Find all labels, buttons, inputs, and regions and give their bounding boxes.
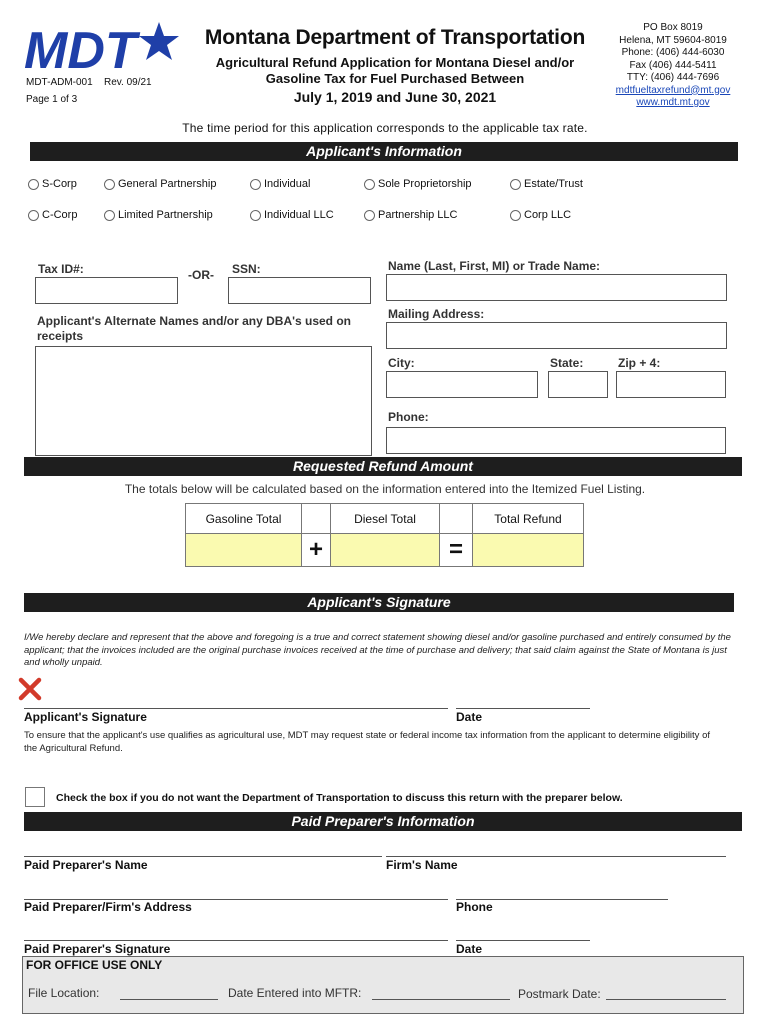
radio-circle-icon (510, 210, 521, 221)
income-tax-note: To ensure that the applicant's use qualifies as agricultural use, MDT may request state or federal income tax information from the applicant to determine eligibility of the Agricultural Refund. (24, 730, 710, 754)
no-discuss-label: Check the box if you do not want the Department of Transportation to discuss this return with the preparer below. (56, 792, 623, 804)
contact-fax: Fax (406) 444-5411 (629, 59, 717, 71)
tax-id-input[interactable] (35, 277, 178, 304)
radio-circle-icon (250, 179, 261, 190)
declaration-text: I/We hereby declare and represent that the above and foregoing is a true and correct statement showing diesel and/or gasoline purchased and entirely consumed by the applicant; that the invoices included are the original purchase invoices received at the time of purchase and delivery; that said claim against the State of Montana is just and wholly unpaid. (24, 632, 731, 668)
diesel-total-header: Diesel Total (331, 504, 440, 534)
mftr-date-line[interactable] (372, 999, 510, 1000)
radio-circle-icon (364, 210, 375, 221)
plus-icon: + (302, 534, 331, 567)
email-link[interactable]: mdtfueltaxrefund@mt.gov (615, 84, 731, 96)
radio-circle-icon (104, 210, 115, 221)
refund-note: The totals below will be calculated based on the information entered into the Itemized Fuel Listing. (124, 482, 646, 496)
alt-names-label: Applicant's Alternate Names and/or any DBA's used on receipts (37, 314, 351, 343)
signature-x-icon (18, 677, 42, 706)
firm-name-line[interactable] (386, 856, 726, 857)
date-range: July 1, 2019 and June 30, 2021 (293, 89, 497, 105)
mdt-logo (24, 20, 184, 76)
preparer-date-line[interactable] (456, 940, 590, 941)
preparer-header: Paid Preparer's Information (24, 812, 742, 831)
postmark-date-label: Postmark Date: (518, 987, 601, 1001)
name-input[interactable] (386, 274, 727, 301)
no-discuss-checkbox[interactable] (25, 787, 45, 807)
logo-text: MDT (24, 22, 137, 76)
contact-tty: TTY: (406) 444-7696 (626, 72, 720, 83)
refund-totals-table (185, 503, 584, 567)
applicant-signature-line[interactable] (24, 708, 448, 709)
page-number: Page 1 of 3 (26, 94, 78, 105)
mftr-date-label: Date Entered into MFTR: (228, 986, 362, 1000)
radio-circle-icon (104, 179, 115, 190)
preparer-name-label: Paid Preparer's Name (24, 858, 148, 872)
period-note: The time period for this application corresponds to the applicable tax rate. (182, 121, 588, 135)
zip-label: Zip + 4: (618, 356, 661, 370)
applicant-date-label: Date (456, 710, 483, 724)
file-location-line[interactable] (120, 999, 218, 1000)
equals-icon: = (440, 534, 473, 567)
name-label: Name (Last, First, MI) or Trade Name: (388, 259, 601, 273)
radio-circle-icon (250, 210, 261, 221)
applicant-info-header: Applicant's Information (30, 142, 738, 161)
ssn-label: SSN: (232, 262, 261, 276)
tax-id-label: Tax ID#: (38, 262, 84, 276)
preparer-signature-label: Paid Preparer's Signature (24, 942, 171, 956)
radio-limited-partnership[interactable]: Limited Partnership (104, 209, 213, 221)
radio-circle-icon (510, 179, 521, 190)
applicant-date-line[interactable] (456, 708, 590, 709)
preparer-name-line[interactable] (24, 856, 382, 857)
phone-input[interactable] (386, 427, 726, 454)
city-input[interactable] (386, 371, 538, 398)
form-revision: Rev. 09/21 (104, 77, 152, 88)
total-refund-header: Total Refund (473, 504, 584, 534)
office-use-heading: FOR OFFICE USE ONLY (26, 958, 163, 972)
equals-header-cell (440, 504, 473, 534)
gasoline-total-header: Gasoline Total (186, 504, 302, 534)
contact-city: Helena, MT 59604-8019 (619, 34, 727, 46)
preparer-phone-label: Phone (456, 900, 493, 914)
refund-amount-header: Requested Refund Amount (24, 457, 742, 476)
radio-corp-llc[interactable]: Corp LLC (510, 209, 571, 221)
firm-name-label: Firm's Name (386, 858, 458, 872)
form-subtitle-2: Gasoline Tax for Fuel Purchased Between (265, 71, 525, 86)
page-title: Montana Department of Transportation (204, 26, 586, 49)
total-refund-field[interactable] (473, 534, 584, 567)
radio-circle-icon (28, 179, 39, 190)
radio-individual-llc[interactable]: Individual LLC (250, 209, 334, 221)
website-link[interactable]: www.mdt.mt.gov (636, 97, 710, 108)
radio-estate-trust[interactable]: Estate/Trust (510, 178, 583, 190)
form-subtitle-1: Agricultural Refund Application for Montana Diesel and/or (215, 55, 575, 70)
diesel-total-field[interactable] (331, 534, 440, 567)
radio-c-corp[interactable]: C-Corp (28, 209, 77, 221)
postmark-date-line[interactable] (606, 999, 726, 1000)
po-box: PO Box 8019 (643, 22, 703, 33)
radio-partnership-llc[interactable]: Partnership LLC (364, 209, 458, 221)
plus-header-cell (302, 504, 331, 534)
preparer-address-label: Paid Preparer/Firm's Address (24, 900, 192, 914)
form-code: MDT-ADM-001 (26, 77, 93, 88)
contact-block (596, 22, 750, 110)
mailing-address-label: Mailing Address: (388, 307, 485, 321)
radio-s-corp[interactable]: S-Corp (28, 178, 77, 190)
signature-header: Applicant's Signature (24, 593, 734, 612)
gasoline-total-field[interactable] (186, 534, 302, 567)
mailing-address-input[interactable] (386, 322, 727, 349)
alt-names-textarea[interactable] (35, 346, 372, 456)
ssn-input[interactable] (228, 277, 371, 304)
radio-circle-icon (28, 210, 39, 221)
form-title-block (190, 26, 600, 105)
radio-sole-proprietorship[interactable]: Sole Proprietorship (364, 178, 472, 190)
applicant-signature-label: Applicant's Signature (24, 710, 147, 724)
state-input[interactable] (548, 371, 608, 398)
contact-phone: Phone: (406) 444-6030 (621, 47, 725, 58)
file-location-label: File Location: (28, 986, 100, 1000)
zip-input[interactable] (616, 371, 726, 398)
preparer-signature-line[interactable] (24, 940, 448, 941)
preparer-date-label: Date (456, 942, 483, 956)
or-label: -OR- (188, 268, 214, 282)
phone-label: Phone: (388, 410, 429, 424)
city-label: City: (388, 356, 415, 370)
star-icon (139, 22, 179, 60)
radio-circle-icon (364, 179, 375, 190)
state-label: State: (550, 356, 584, 370)
radio-general-partnership[interactable]: General Partnership (104, 178, 216, 190)
radio-individual[interactable]: Individual (250, 178, 310, 190)
